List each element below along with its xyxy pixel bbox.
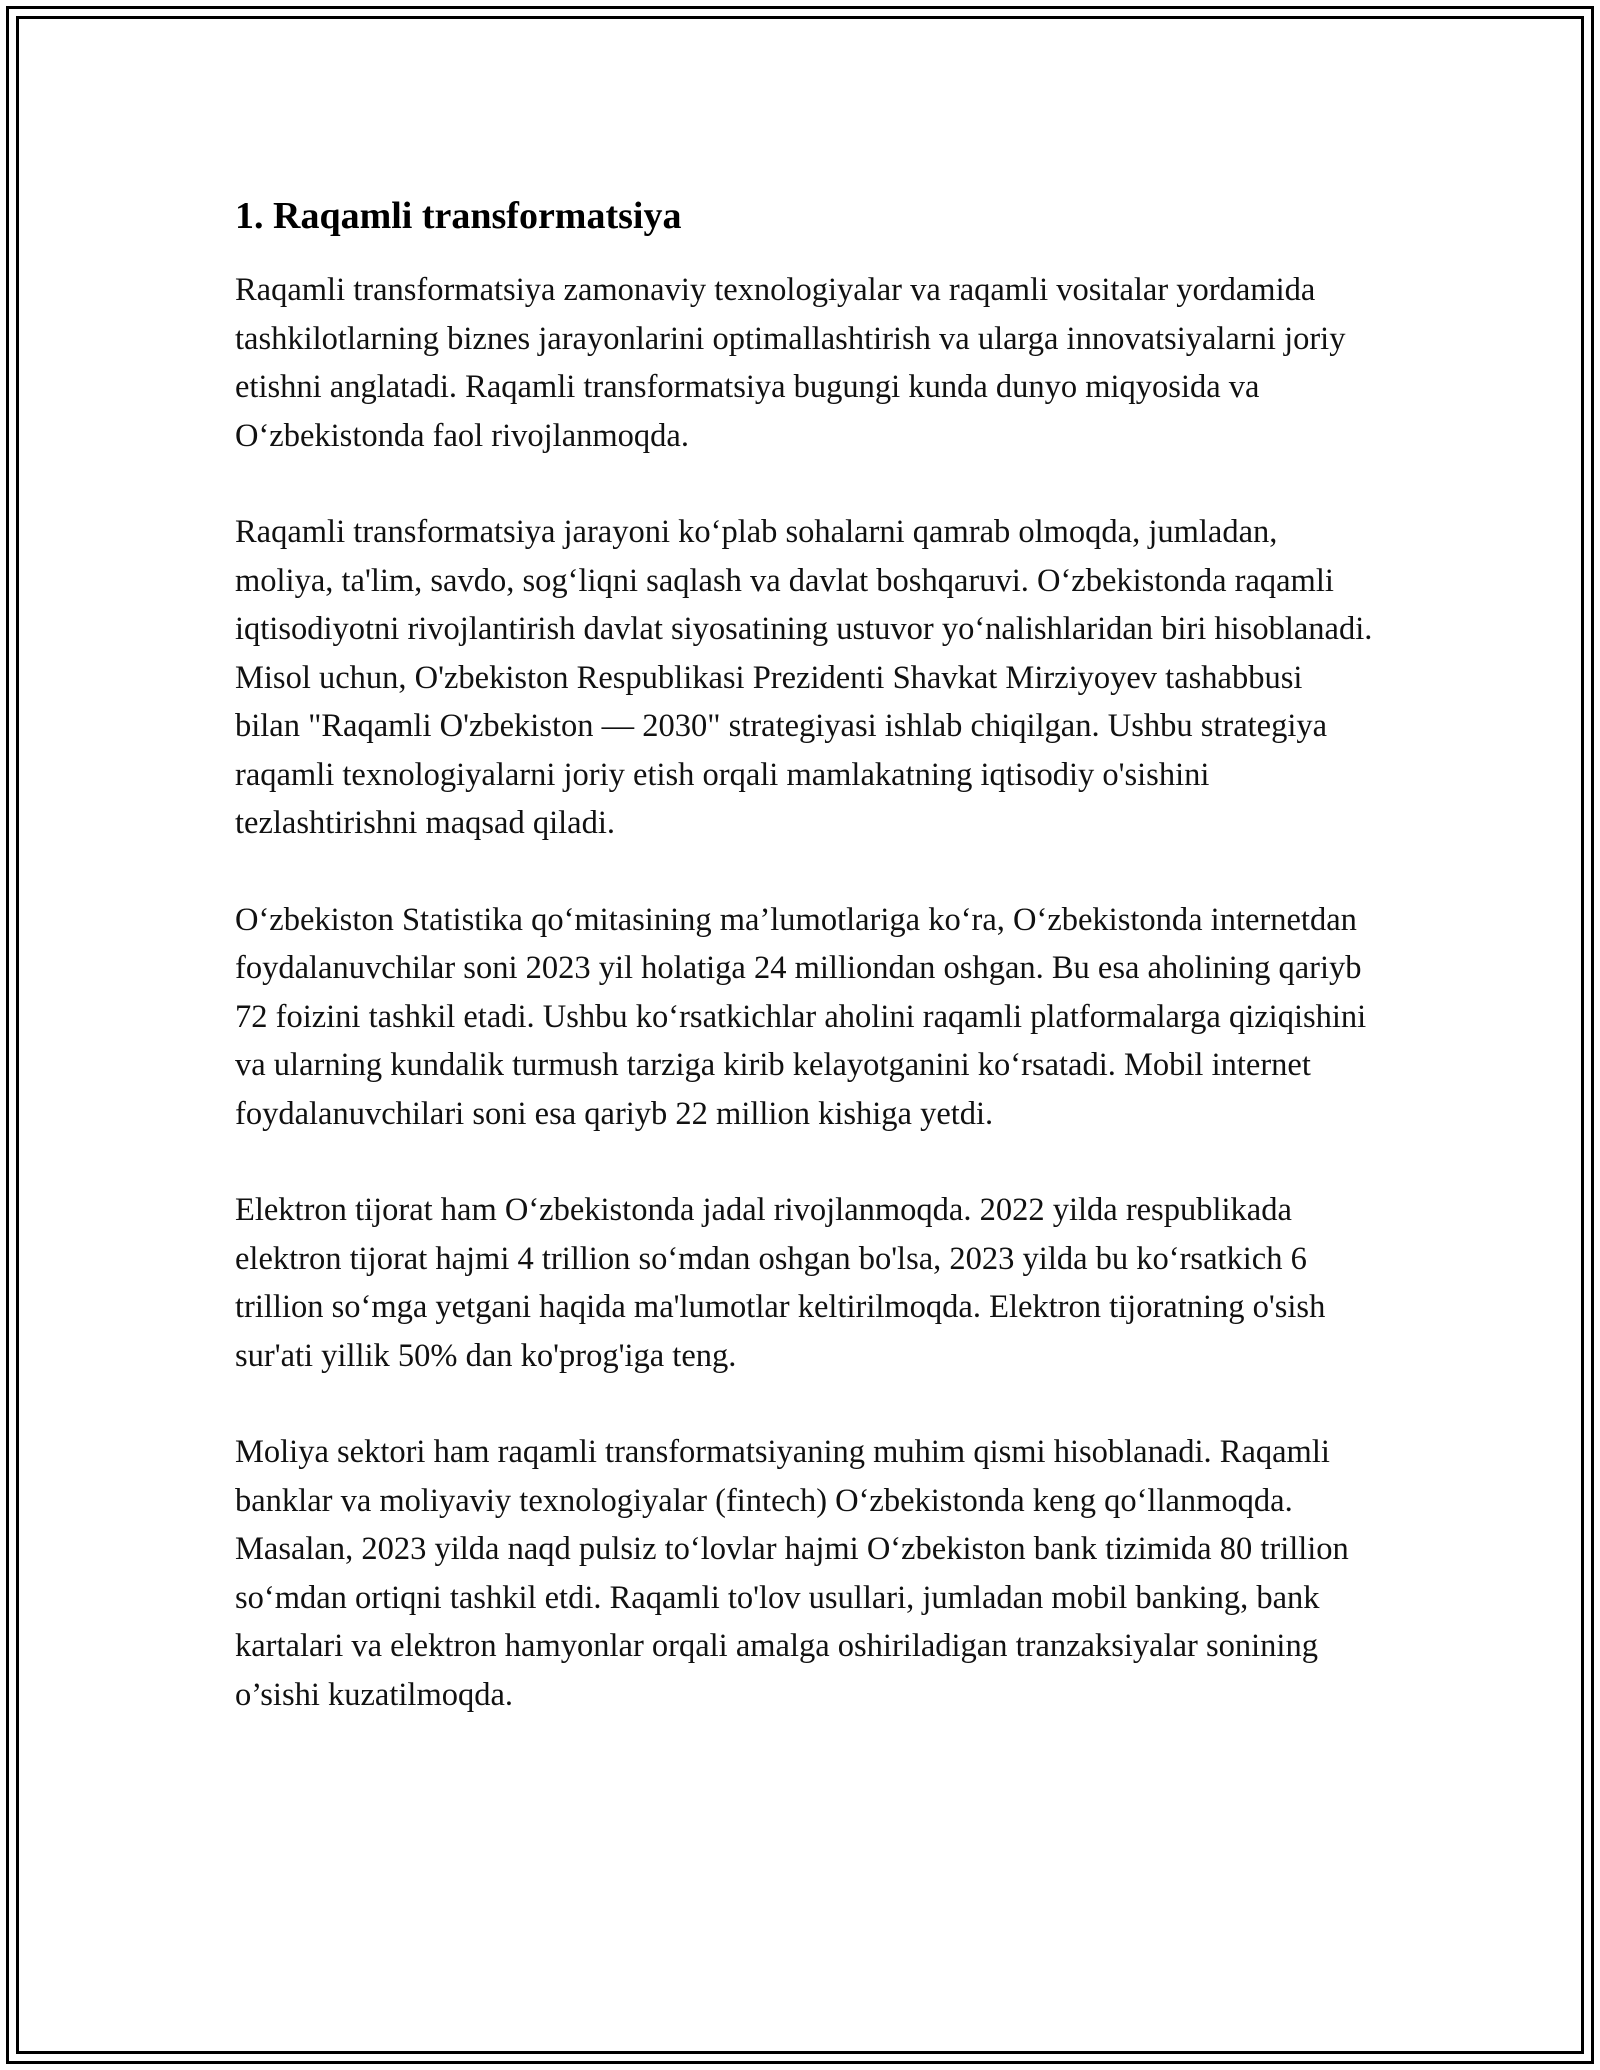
paragraph-e-commerce: Elektron tijorat ham O‘zbekistonda jadal rivojlanmoqda. 2022 yilda respublikada elektron tijorat hajmi 4 trillion so‘mdan oshgan bo'lsa, 2023 yilda bu ko‘rsatkich 6 trillion so‘mga yetgani haqida ma'lumotlar keltirilmoqda. Elektron tijoratning o'sish sur'ati yillik 50% dan ko'prog'iga teng. [235,1192,1326,1374]
paragraph-sectors: Raqamli transformatsiya jarayoni ko‘plab sohalarni qamrab olmoqda, jumladan, moliya, ta'lim, savdo, sog‘liqni saqlash va davlat boshqaruvi. O‘zbekistonda raqamli iqtisodiyotni rivojlantirish davlat siyosatining ustuvor yo‘nalishlaridan biri hisoblanadi. Misol uchun, O'zbekiston Respublikasi Prezidenti Shavkat Mirziyoyev tashabbusi bilan "Raqamli O'zbekiston — 2030" strategiyasi ishlab chiqilgan. Ushbu strategiya raqamli texnologiyalarni joriy etish orqali mamlakatning iqtisodiy o'sishini tezlashtirishni maqsad qiladi. [235,514,1373,841]
paragraph-intro: Raqamli transformatsiya zamonaviy texnologiyalar va raqamli vositalar yordamida tashkilotlarning biznes jarayonlarini optimallashtirish va ularga innovatsiyalarni joriy etishni anglatadi. Raqamli transformatsiya bugungi kunda dunyo miqyosida va O‘zbekistonda faol rivojlanmoqda. [235,272,1346,454]
paragraph-internet-users: O‘zbekiston Statistika qo‘mitasining ma’lumotlariga ko‘ra, O‘zbekistonda internetdan foydalanuvchilar soni 2023 yil holatiga 24 milliondan oshgan. Bu esa aholining qariyb 72 foizini tashkil etadi. Ushbu ko‘rsatkichlar aholini raqamli platformalarga qiziqishini va ularning kundalik turmush tarziga kirib kelayotganini ko‘rsatadi. Mobil internet foydalanuvchilari soni esa qariyb 22 million kishiga yetdi. [235,901,1367,1132]
paragraph-finance: Moliya sektori ham raqamli transformatsiyaning muhim qismi hisoblanadi. Raqamli banklar va moliyaviy texnologiyalar (fintech) O‘zbekistonda keng qo‘llanmoqda. Masalan, 2023 yilda naqd pulsiz to‘lovlar hajmi O‘zbekiston bank tizimida 80 trillion so‘mdan ortiqni tashkil etdi. Raqamli to'lov usullari, jumladan mobil banking, bank kartalari va elektron hamyonlar orqali amalga oshiriladigan tranzaksiyalar sonining o’sishi kuzatilmoqda. [235,1434,1349,1713]
section-title: 1. Raqamli transformatsiya [235,195,682,237]
document-body [235,188,1375,1767]
